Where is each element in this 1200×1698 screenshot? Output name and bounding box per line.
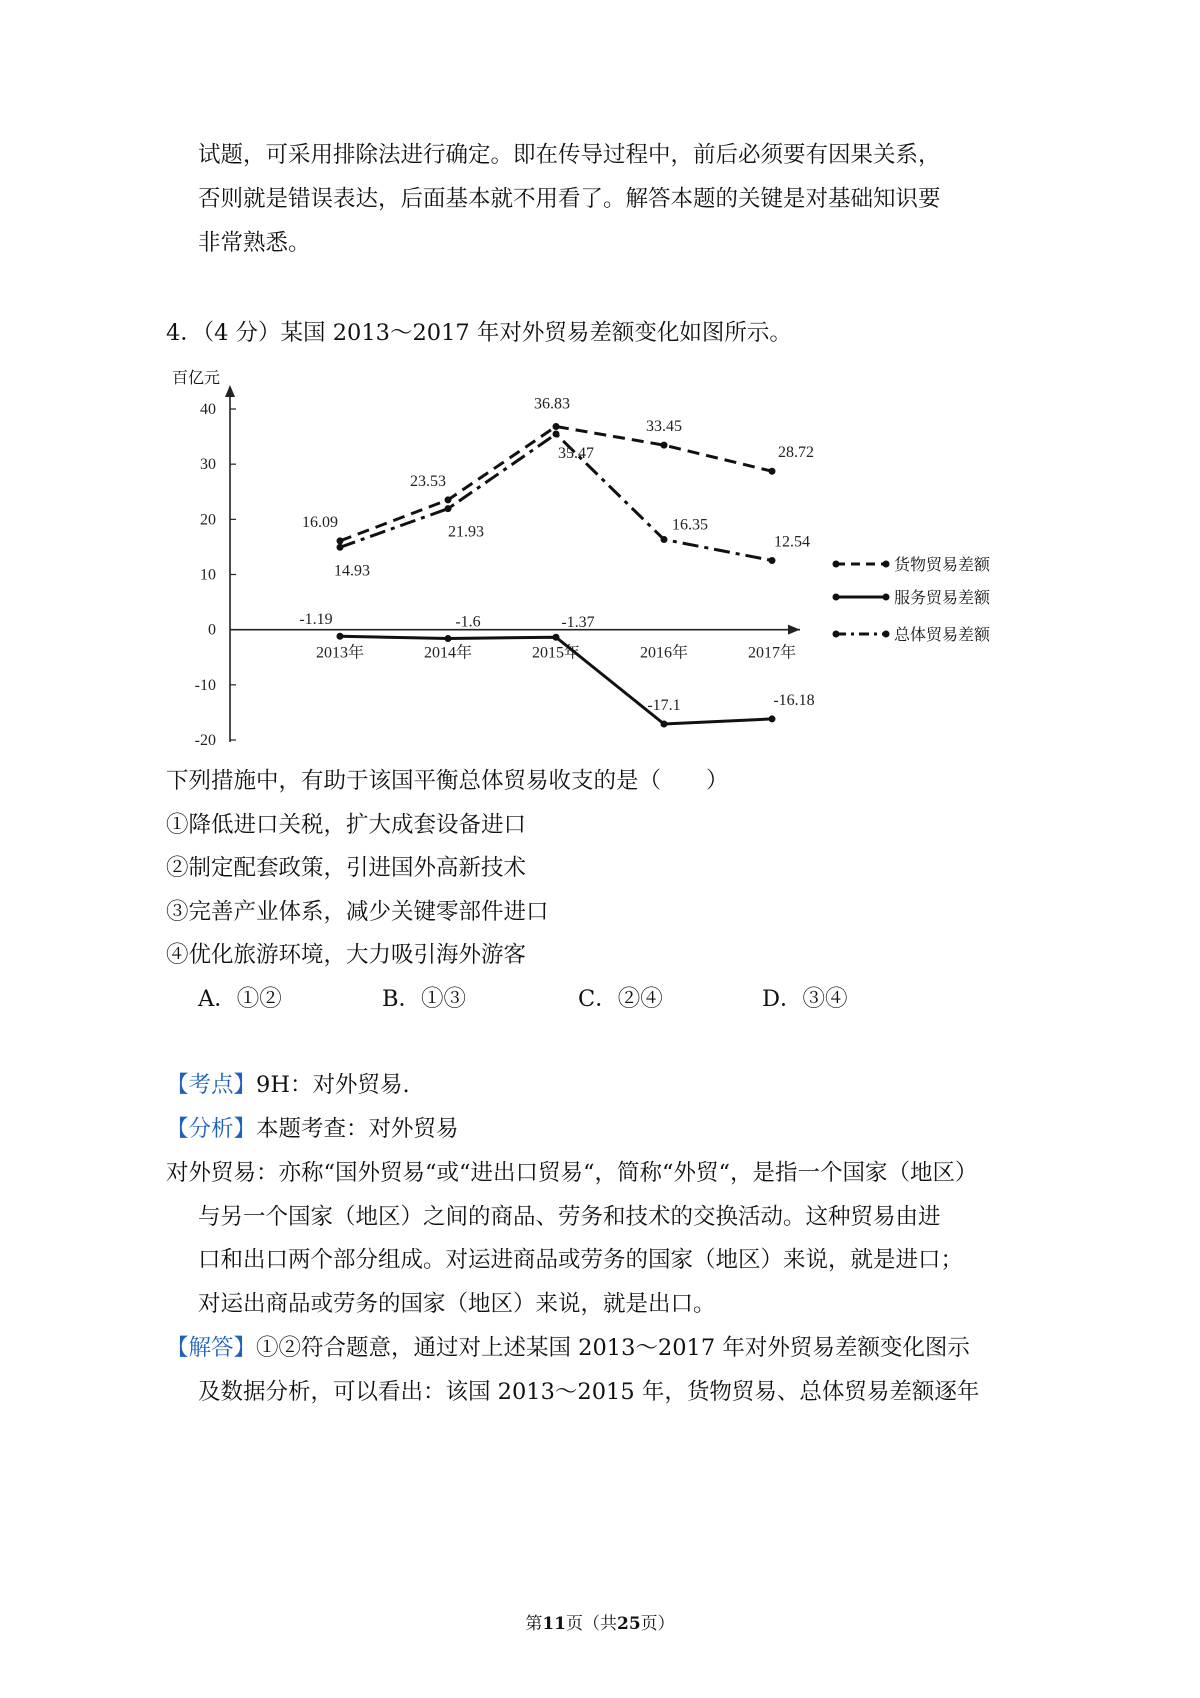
series-point	[337, 633, 344, 640]
y-tick-label: 0	[208, 621, 216, 639]
option-c-text: ②④	[617, 986, 663, 1012]
legend-point	[833, 631, 840, 638]
x-tick-label: 2016年	[639, 644, 689, 662]
series-point	[661, 442, 668, 449]
statement-1: ①降低进口关税，扩大成套设备进口	[166, 812, 527, 838]
legend-point	[833, 561, 840, 568]
series-point	[445, 496, 452, 503]
chart-axes	[172, 368, 800, 742]
data-label: 16.09	[302, 513, 338, 531]
option-a-text: ①②	[236, 986, 282, 1012]
data-label: 16.35	[672, 516, 708, 534]
x-axis-arrow	[788, 625, 800, 635]
data-label: -1.37	[561, 614, 595, 632]
option-a[interactable]	[198, 984, 282, 1014]
question-stem	[166, 318, 792, 348]
series-point	[553, 634, 560, 641]
data-label: -1.19	[299, 611, 333, 629]
option-c-letter: C．	[578, 986, 618, 1012]
page-footer	[0, 1609, 1200, 1634]
footer-page-number: 11	[542, 1614, 566, 1634]
question-stem-text: 某国 2013～2017 年对外贸易差额变化如图所示。	[280, 320, 792, 346]
series-point	[661, 536, 668, 543]
y-tick-label: 40	[200, 401, 216, 418]
series-point	[445, 635, 452, 642]
footer-total-pages: 25	[617, 1614, 641, 1634]
legend-label: 服务贸易差额	[894, 588, 991, 607]
series-point	[769, 715, 776, 722]
option-d-letter: D．	[762, 986, 803, 1012]
option-a-letter: A．	[198, 986, 237, 1012]
legend-label: 总体贸易差额	[894, 625, 991, 644]
data-label: -17.1	[647, 697, 681, 715]
x-ticks	[316, 643, 796, 662]
jieda-line-1	[166, 1333, 970, 1363]
y-tick-label: -10	[194, 676, 216, 694]
kaodian-tag: 【考点】	[166, 1072, 257, 1098]
data-label: 12.54	[774, 533, 810, 551]
y-axis-label: 百亿元	[172, 368, 221, 387]
statement-3: ③完善产业体系，减少关键零部件进口	[166, 899, 549, 925]
series-point	[445, 505, 452, 512]
data-label: -1.6	[455, 613, 481, 631]
y-tick-label: -20	[194, 732, 216, 749]
kaodian-line	[166, 1070, 410, 1100]
series-point	[337, 537, 344, 544]
definition-line-3: 口和出口两个部分组成。对运进商品或劳务的国家（地区）来说，就是进口；	[198, 1247, 964, 1273]
x-tick-label: 2013年	[315, 644, 365, 662]
question-number: 4．	[166, 320, 203, 346]
jieda-line-2: 及数据分析，可以看出：该国 2013～2015 年，货物贸易、总体贸易差额逐年	[198, 1379, 980, 1405]
x-tick-label: 2014年	[423, 644, 473, 662]
data-label: 36.83	[534, 395, 570, 413]
statement-2: ②制定配套政策，引进国外高新技术	[166, 855, 527, 881]
legend-point	[883, 631, 890, 638]
data-label: -16.18	[773, 691, 815, 709]
statement-4: ④优化旅游环境，大力吸引海外游客	[166, 942, 527, 968]
data-label: 21.93	[448, 523, 484, 541]
trade-balance-chart	[160, 368, 1020, 760]
data-label: 23.53	[410, 472, 446, 490]
legend-point	[833, 594, 840, 601]
series-point	[661, 721, 668, 728]
legend-point	[883, 594, 890, 601]
jieda-text: ①②符合题意，通过对上述某国 2013～2017 年对外贸易差额变化图示	[256, 1335, 970, 1361]
option-b[interactable]	[382, 984, 466, 1014]
option-d[interactable]	[762, 984, 848, 1014]
data-label: 35.47	[558, 444, 594, 462]
series-point	[769, 557, 776, 564]
question-score: （4 分）	[202, 320, 281, 346]
x-tick-label: 2017年	[747, 644, 797, 662]
fenxi-line	[166, 1114, 459, 1144]
prev-explanation-line-2: 否则就是错误表达，后面基本就不用看了。解答本题的关键是对基础知识要	[198, 186, 941, 212]
prev-explanation-line-3: 非常熟悉。	[198, 230, 311, 256]
x-tick-label: 2015年	[531, 644, 581, 662]
series-point	[337, 544, 344, 551]
definition-line-1: 对外贸易：亦称“国外贸易“或“进出口贸易“，简称“外贸“，是指一个国家（地区）	[166, 1160, 978, 1186]
series-point	[553, 423, 560, 430]
definition-line-4: 对运出商品或劳务的国家（地区）来说，就是出口。	[198, 1291, 716, 1317]
prev-explanation-line-1: 试题，可采用排除法进行确定。即在传导过程中，前后必须要有因果关系，	[198, 142, 941, 168]
y-tick-label: 20	[200, 511, 216, 529]
y-tick-label: 10	[200, 566, 216, 584]
data-label: 33.45	[646, 418, 682, 436]
footer-pre: 第	[525, 1614, 543, 1634]
option-b-letter: B．	[382, 986, 422, 1012]
legend-point	[883, 561, 890, 568]
fenxi-text: 本题考查：对外贸易	[256, 1116, 459, 1142]
fenxi-tag: 【分析】	[166, 1116, 257, 1142]
data-label: 14.93	[334, 562, 370, 580]
jieda-tag: 【解答】	[166, 1335, 257, 1361]
option-c[interactable]	[578, 984, 663, 1014]
kaodian-text: 9H：对外贸易.	[256, 1072, 410, 1098]
series-point	[553, 430, 560, 437]
legend-label: 货物贸易差额	[894, 555, 991, 574]
footer-mid: 页（共	[566, 1614, 617, 1634]
data-label: 28.72	[778, 444, 814, 462]
option-d-text: ③④	[802, 986, 848, 1012]
question-prompt: 下列措施中，有助于该国平衡总体贸易收支的是（ ）	[166, 768, 729, 794]
series-line	[340, 434, 772, 560]
definition-line-2: 与另一个国家（地区）之间的商品、劳务和技术的交换活动。这种贸易由进	[198, 1204, 941, 1230]
option-b-text: ①③	[421, 986, 467, 1012]
series-point	[769, 468, 776, 475]
chart-series	[337, 423, 776, 728]
y-tick-label: 30	[200, 456, 216, 474]
footer-post: 页）	[640, 1614, 675, 1634]
chart-legend	[833, 555, 992, 644]
y-axis-arrow	[225, 385, 235, 397]
